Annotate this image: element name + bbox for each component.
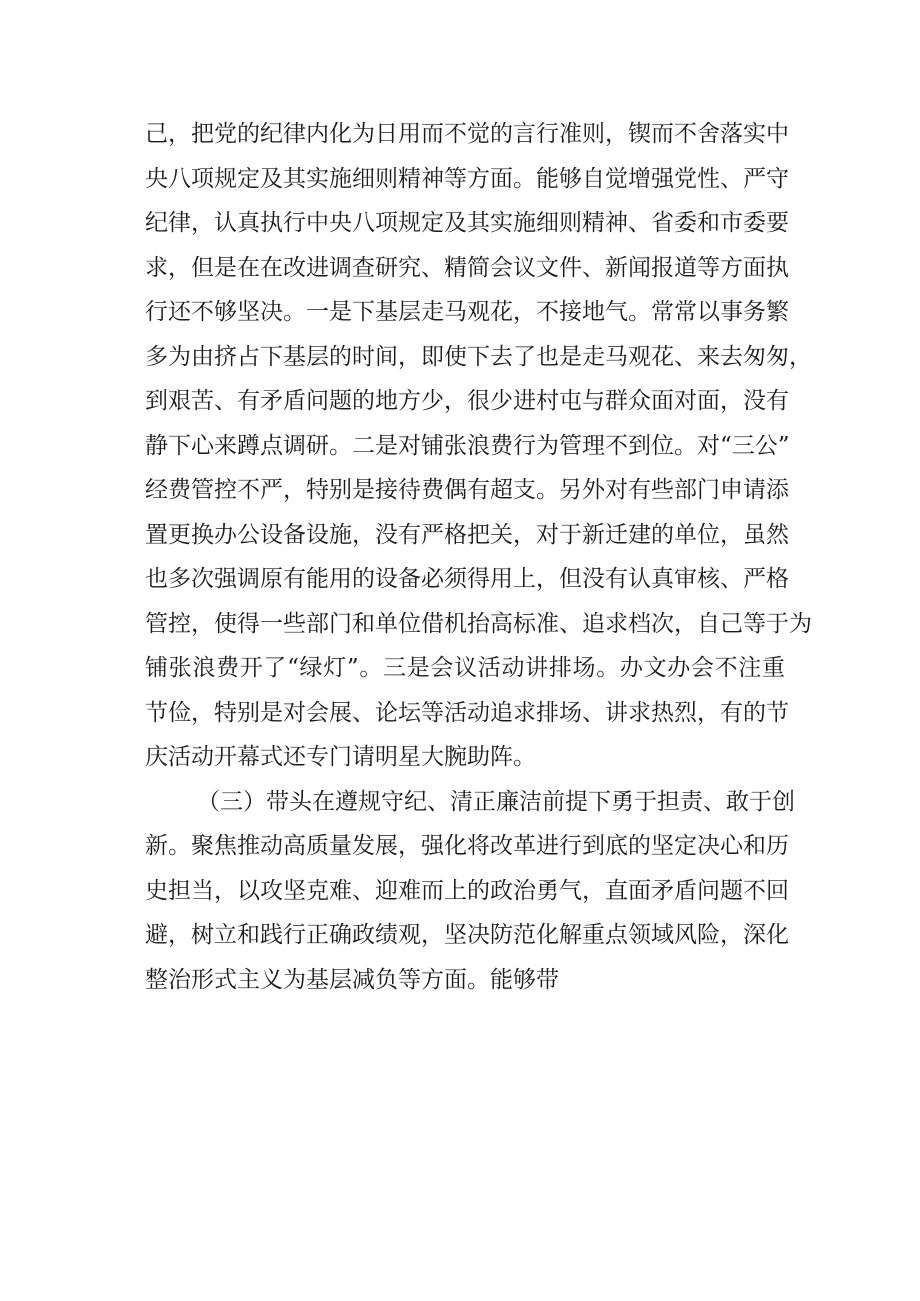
- text-line-19: 避，树立和践行正确政绩观，坚决防范化解重点领域风险，深化: [145, 922, 789, 948]
- text-line-8: 静下心来蹲点调研。二是对铺张浪费行为管理不到位。对“三公”: [145, 432, 790, 459]
- text-line-9: 经费管控不严，特别是接待费偶有超支。另外对有些部门申请添: [145, 477, 789, 503]
- text-line-20: 整治形式主义为基层减负等方面。能够带: [145, 966, 559, 993]
- text-line-12: 管控，使得一些部门和单位借机抬高标准、追求档次，自己等于为: [145, 610, 812, 637]
- text-line-5: 行还不够坚决。一是下基层走马观花，不接地气。常常以事务繁: [145, 299, 789, 325]
- text-line-18: 史担当，以攻坚克难、迎难而上的政治勇气，直面矛盾问题不回: [145, 877, 789, 904]
- text-line-1: 己，把党的纪律内化为日用而不觉的言行准则，锲而不舍落实中: [145, 121, 789, 147]
- section-heading-line: （三）带头在遵规守纪、清正廉洁前提下勇于担责、敢于创: [197, 788, 795, 815]
- text-line-7: 到艰苦、有矛盾问题的地方少，很少进村屯与群众面对面，没有: [145, 388, 789, 414]
- text-line-10: 置更换办公设备设施，没有严格把关，对于新迁建的单位，虽然: [145, 521, 789, 548]
- text-line-17: 新。聚焦推动高质量发展，强化将改革进行到底的坚定决心和历: [145, 833, 789, 859]
- text-line-4: 求，但是在在改进调查研究、精简会议文件、新闻报道等方面执: [145, 254, 789, 281]
- text-line-3: 纪律，认真执行中央八项规定及其实施细则精神、省委和市委要: [145, 210, 789, 236]
- text-line-2: 央八项规定及其实施细则精神等方面。能够自觉增强党性、严守: [145, 165, 789, 192]
- text-line-6: 多为由挤占下基层的时间，即使下去了也是走马观花、来去匆匆，: [145, 343, 812, 370]
- text-line-14: 节俭，特别是对会展、论坛等活动追求排场、讲求热烈，有的节: [145, 699, 789, 726]
- text-line-11: 也多次强调原有能用的设备必须得用上，但没有认真审核、严格: [145, 566, 789, 592]
- text-line-15: 庆活动开幕式还专门请明星大腕助阵。: [145, 744, 536, 770]
- body-text: [145, 112, 812, 1002]
- text-line-13: 铺张浪费开了“绿灯”。三是会议活动讲排场。办文办会不注重: [145, 655, 785, 681]
